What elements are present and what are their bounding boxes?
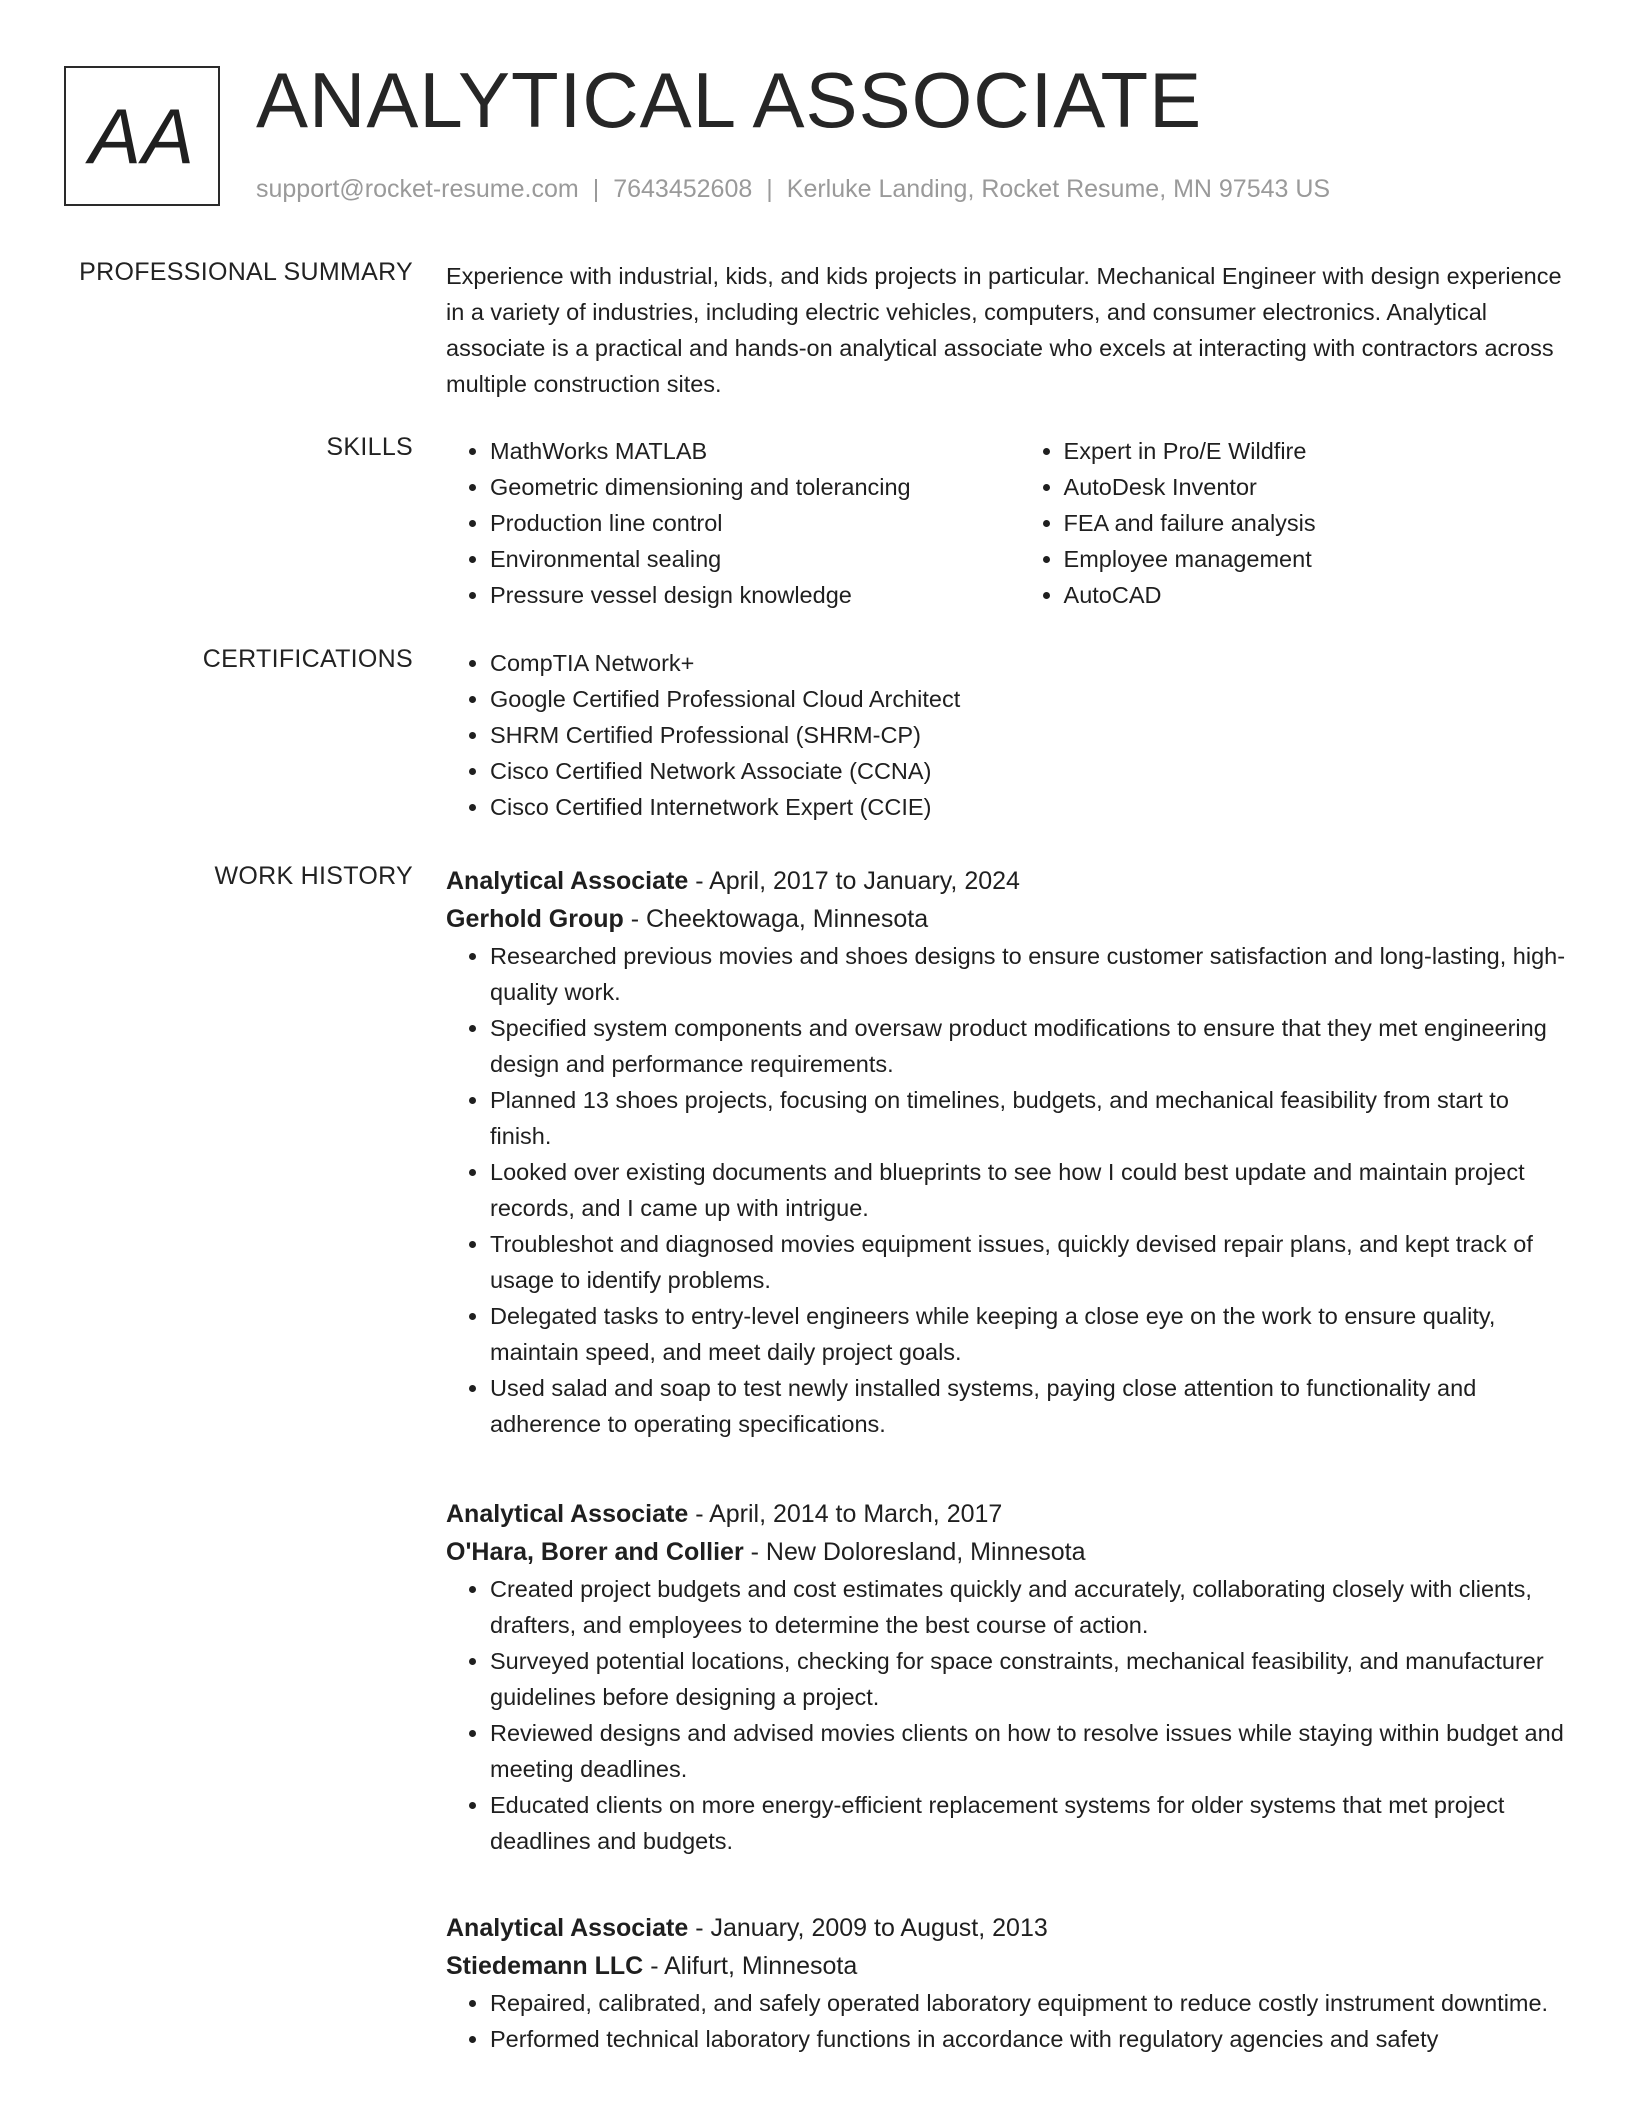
- skill-item: • Production line control: [490, 505, 1020, 541]
- certifications-label: CERTIFICATIONS: [202, 645, 413, 673]
- job-company-line: [446, 1947, 1566, 1985]
- job-bullet: • Delegated tasks to entry-level engineers while keeping a close eye on the work to ensure quality, maintain speed, and meet daily project goals.: [490, 1298, 1566, 1370]
- summary-text: Experience with industrial, kids, and kids projects in particular. Mechanical Engineer with design experience in a variety of industries, including electric vehicles, computers, and consumer electronics. Analytical associate is a practical and hands-on analytical associate who excels at interacting with contractors across multiple construction sites.: [446, 263, 1562, 397]
- job-bullets: [446, 1985, 1566, 2057]
- job-title: Analytical Associate: [446, 1914, 689, 1942]
- skill-item: • Environmental sealing: [490, 541, 1020, 577]
- job-title-line: [446, 1909, 1566, 1947]
- job-bullet: • Reviewed designs and advised movies clients on how to resolve issues while staying within budget and meeting deadlines.: [490, 1715, 1566, 1787]
- job-dates: - April, 2014 to March, 2017: [688, 1500, 1003, 1528]
- job-bullet: • Specified system components and oversaw product modifications to ensure that they met engineering design and performance requirements.: [490, 1010, 1566, 1082]
- job-bullet: • Troubleshot and diagnosed movies equipment issues, quickly devised repair plans, and kept track of usage to identify problems.: [490, 1226, 1566, 1298]
- job-company: O'Hara, Borer and Collier: [446, 1538, 744, 1566]
- skill-item: • AutoDesk Inventor: [1064, 469, 1566, 505]
- job-location: - New Doloresland, Minnesota: [743, 1538, 1086, 1566]
- skills-list: [446, 433, 1566, 613]
- skills-column-1: [446, 433, 1020, 613]
- job-title-line: [446, 862, 1566, 900]
- summary-label: PROFESSIONAL SUMMARY: [79, 258, 413, 286]
- certification-item: • CompTIA Network+: [490, 645, 1566, 681]
- certification-item: • Cisco Certified Network Associate (CCNA): [490, 753, 1566, 789]
- job-title: Analytical Associate: [446, 867, 689, 895]
- job-dates: - January, 2009 to August, 2013: [688, 1914, 1048, 1942]
- job-location: - Cheektowaga, Minnesota: [623, 905, 929, 933]
- job-company: Stiedemann LLC: [446, 1952, 644, 1980]
- job-bullets: [446, 1571, 1566, 1859]
- skill-item: • Employee management: [1064, 541, 1566, 577]
- skill-item: • Expert in Pro/E Wildfire: [1064, 433, 1566, 469]
- skills-label: SKILLS: [326, 433, 413, 461]
- resume-title: ANALYTICAL ASSOCIATE: [256, 56, 1203, 144]
- contact-separator: |: [592, 175, 600, 203]
- job-bullet: • Used salad and soap to test newly installed systems, paying close attention to functionality and adherence to operating specifications.: [490, 1370, 1566, 1442]
- job-title-line: [446, 1495, 1566, 1533]
- job-bullet: • Educated clients on more energy-efficient replacement systems for older systems that met project deadlines and budgets.: [490, 1787, 1566, 1859]
- monogram-logo: [64, 66, 220, 206]
- certification-item: • Cisco Certified Internetwork Expert (CCIE): [490, 789, 1566, 825]
- certification-item: • Google Certified Professional Cloud Architect: [490, 681, 1566, 717]
- job-bullet: • Looked over existing documents and blueprints to see how I could best update and maintain project records, and I came up with intrigue.: [490, 1154, 1566, 1226]
- monogram-text: AA: [88, 91, 196, 180]
- job-dates: - April, 2017 to January, 2024: [688, 867, 1020, 895]
- job-company-line: [446, 900, 1566, 938]
- certifications-list: [446, 645, 1566, 825]
- contact-line: [256, 175, 1330, 204]
- work-history-label: WORK HISTORY: [214, 862, 413, 890]
- skill-item: • MathWorks MATLAB: [490, 433, 1020, 469]
- skill-item: • Pressure vessel design knowledge: [490, 577, 1020, 613]
- job-bullet: • Planned 13 shoes projects, focusing on timelines, budgets, and mechanical feasibility from start to finish.: [490, 1082, 1566, 1154]
- job-location: - Alifurt, Minnesota: [643, 1952, 858, 1980]
- job-bullets: [446, 938, 1566, 1442]
- job-bullet: • Repaired, calibrated, and safely operated laboratory equipment to reduce costly instrument downtime.: [490, 1985, 1566, 2021]
- job-bullet: • Created project budgets and cost estimates quickly and accurately, collaborating closely with clients, drafters, and employees to determine the best course of action.: [490, 1571, 1566, 1643]
- contact-separator: |: [766, 175, 773, 203]
- contact-address: Kerluke Landing, Rocket Resume, MN 97543 US: [786, 175, 1331, 203]
- contact-phone: 7643452608: [613, 175, 753, 203]
- job-title: Analytical Associate: [446, 1500, 689, 1528]
- job-bullet: • Performed technical laboratory functions in accordance with regulatory agencies and safety: [490, 2021, 1566, 2057]
- skill-item: • AutoCAD: [1064, 577, 1566, 613]
- job-company-line: [446, 1533, 1566, 1571]
- job-bullet: • Surveyed potential locations, checking for space constraints, mechanical feasibility, and manufacturer guidelines before designing a project.: [490, 1643, 1566, 1715]
- skill-item: • FEA and failure analysis: [1064, 505, 1566, 541]
- job-bullet: • Researched previous movies and shoes designs to ensure customer satisfaction and long-lasting, high-quality work.: [490, 938, 1566, 1010]
- certification-item: • SHRM Certified Professional (SHRM-CP): [490, 717, 1566, 753]
- skill-item: • Geometric dimensioning and tolerancing: [490, 469, 1020, 505]
- skills-column-2: [1020, 433, 1566, 613]
- job-company: Gerhold Group: [446, 905, 624, 933]
- contact-email: support@rocket-resume.com: [256, 175, 579, 203]
